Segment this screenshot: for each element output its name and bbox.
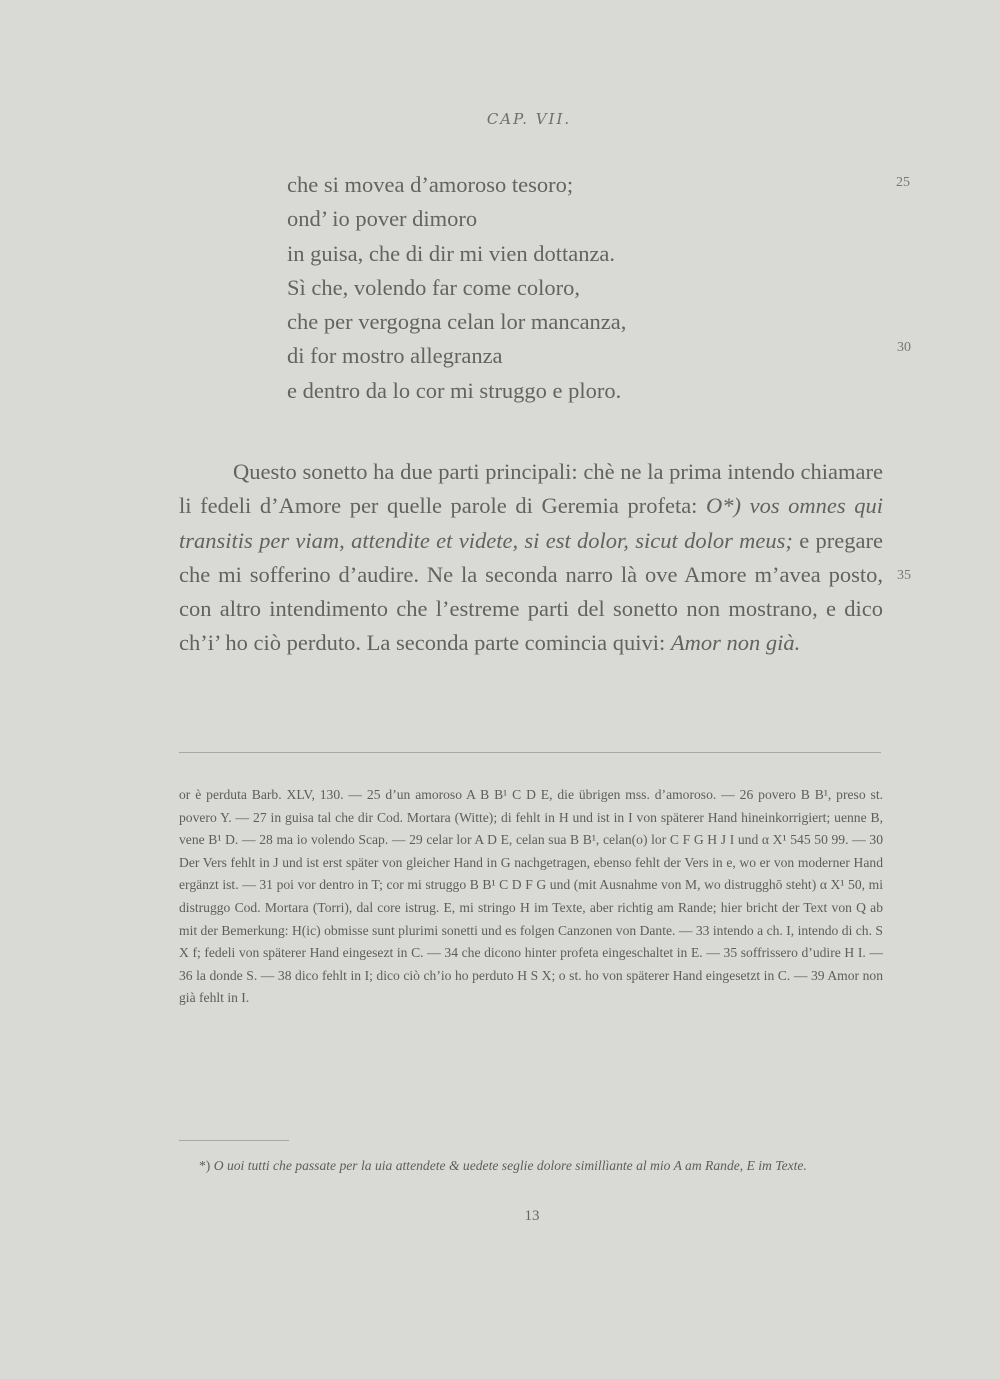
prose-text: Questo sonetto ha due parti principali: chè ne la prima intendo chiamare li fedeli d’Amore per quelle parole di Geremia profeta: bbox=[179, 459, 883, 519]
prose-commentary bbox=[179, 455, 883, 661]
page-number: 13 bbox=[524, 1208, 540, 1224]
latin-quote: O*) vos omnes qui transitis per viam, attendite et videte, si est dolor, sicut dolor meus; bbox=[179, 493, 884, 553]
line-number-30: 30 bbox=[897, 340, 911, 355]
footnote-divider bbox=[179, 1140, 289, 1141]
poem-verses bbox=[287, 168, 626, 408]
verse-line: che si movea d’amoroso tesoro; bbox=[287, 172, 574, 197]
prose-text: e pregare che mi sofferino d’audire. Ne la seconda narro là ove Amore m’avea posto, con altro intendimento che l’estreme parti del sonetto non mostrano, e dico ch’i’ ho ciò perduto. La seconda parte comincia quivi: bbox=[179, 527, 883, 656]
verse-line: e dentro da lo cor mi struggo e ploro. bbox=[287, 377, 622, 403]
footnote bbox=[199, 1154, 883, 1177]
chapter-header: CAP. VII. bbox=[486, 110, 572, 128]
critical-apparatus: or è perduta Barb. XLV, 130. — 25 d’un amoroso A B B¹ C D E, die übrigen mss. d’amoroso. — 26 povero B B¹, preso st. povero Y. — 27 in guisa tal che dir Cod. Mortara (Witte); di fehlt in H und ist in I von späterer Hand hineinkorrigiert; uenne B, vene B¹ D. — 28 ma io volendo Scap. — 29 celar lor A D E, celan sua B B¹, celan(o) lor C F G H J I und α X¹ 545 50 99. — 30 Der Vers fehlt in J und ist erst später von gleicher Hand in G nachgetragen, ebenso fehlt der Vers in e, wo er von moderner Hand ergänzt ist. — 31 poi vor dentro in T; cor mi struggo B B¹ C D F G und (mit Ausnahme von M, wo distrugghō steht) α X¹ 50, mi distruggo Cod. Mortara (Torri), dal core istrug. E, mi stringo H im Texte, aber richtig am Rande; hier bricht der Text von Q ab mit der Bemerkung: H(ic) obmisse sunt plurimi sonetti und es folgen Canzonen von Dante. — 33 intendo a ch. I, intendo di ch. S X f; fedeli von späterer Hand eingesezt in C. — 34 che dicono hinter profeta eingeschaltet in E. — 35 soffrissero d’udire H I. — 36 la donde S. — 38 dico fehlt in I; dico ciò ch’io ho perduto H S X; o st. ho von späterer Hand eingesetzt in C. — 39 Amor non già fehlt in I. bbox=[179, 787, 883, 1006]
verse-line: Sì che, volendo far come coloro, bbox=[287, 274, 581, 300]
verse-line: in guisa, che di dir mi vien dottanza. bbox=[287, 240, 616, 266]
incipit: Amor non già. bbox=[670, 630, 801, 656]
footnote-text: O uoi tutti che passate per la uia attendete & uedete seglie dolore simillìante al mio A am Rande, E im Texte. bbox=[213, 1158, 807, 1173]
line-number-25: 25 bbox=[896, 175, 910, 190]
footnote-marker: *) bbox=[199, 1158, 211, 1173]
verse-line: che per vergogna celan lor mancanza, bbox=[287, 309, 627, 335]
apparatus-divider bbox=[179, 752, 881, 753]
line-number-35: 35 bbox=[897, 568, 911, 583]
verse-line: di for mostro allegranza bbox=[287, 343, 503, 369]
verse-line: ond’ io pover dimoro bbox=[287, 206, 478, 232]
